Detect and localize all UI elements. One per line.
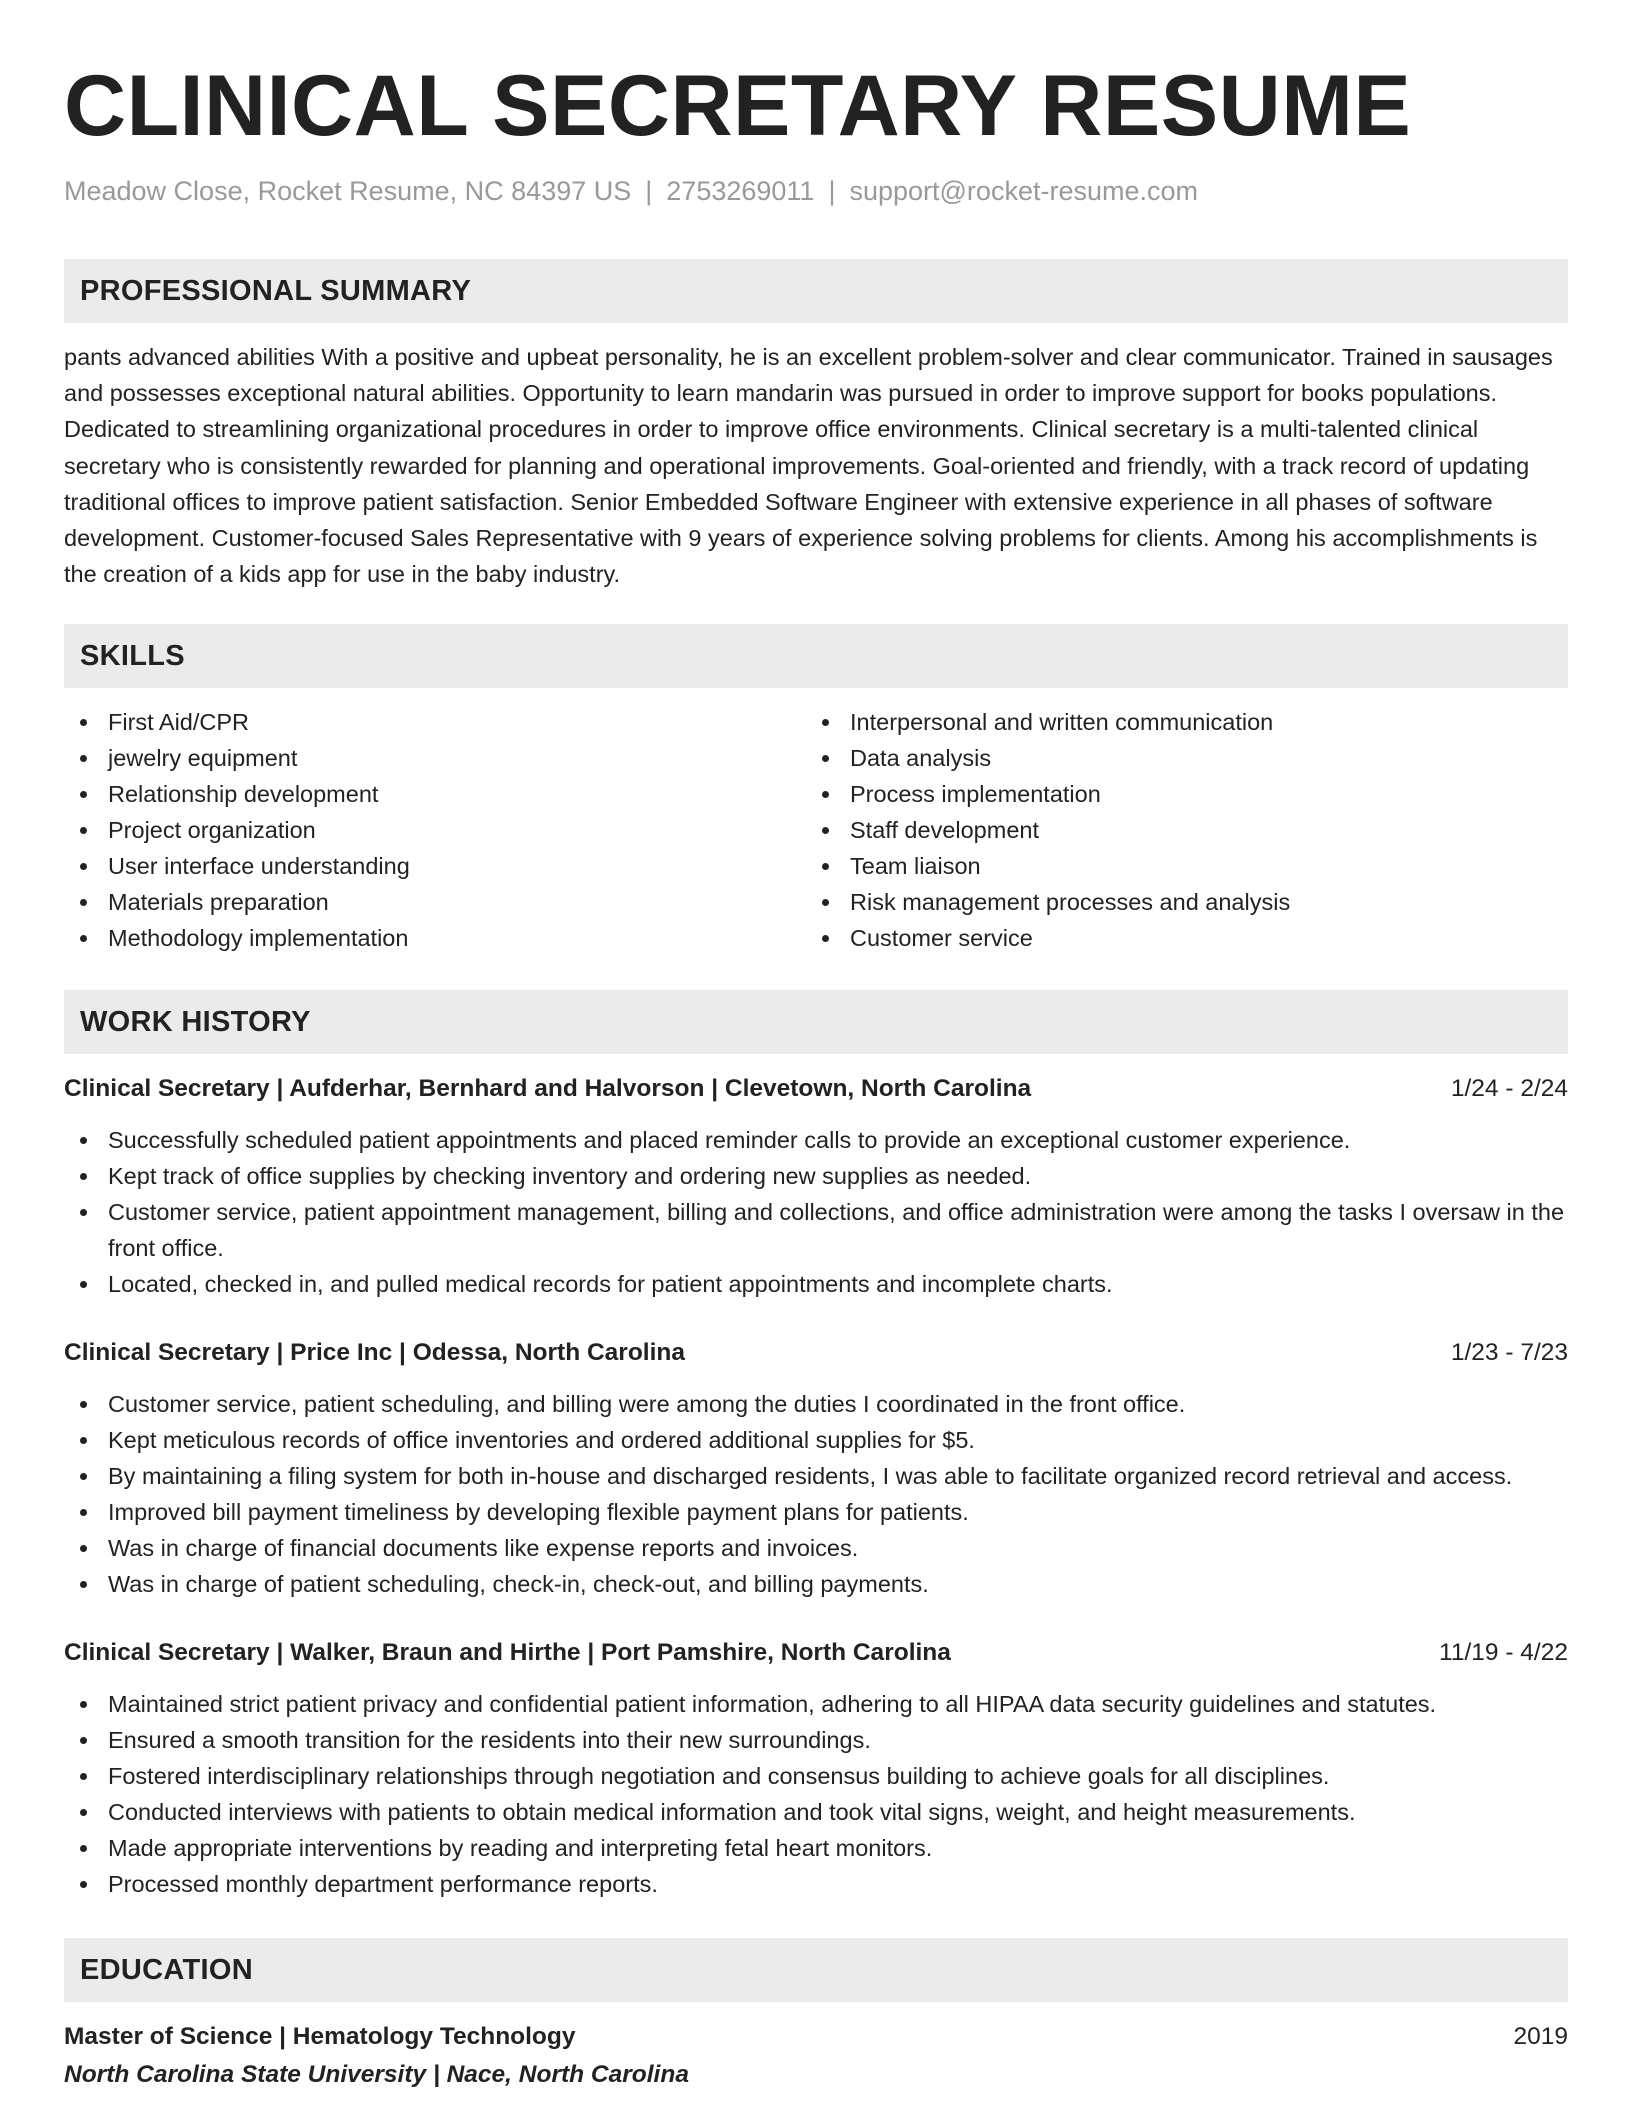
skill-item: Materials preparation: [64, 884, 806, 920]
job-entry: [64, 1336, 1568, 1602]
education-school: North Carolina State University | Nace, North Carolina: [64, 2061, 689, 2089]
skills-list-right: [806, 704, 1548, 956]
job-duties-list: [64, 1386, 1568, 1602]
job-dates: 11/19 - 4/22: [1439, 1639, 1568, 1667]
skill-item: Staff development: [806, 812, 1548, 848]
skill-item: User interface understanding: [64, 848, 806, 884]
skill-item: Data analysis: [806, 740, 1548, 776]
job-entry: [64, 1636, 1568, 1902]
job-duty: Kept track of office supplies by checking inventory and ordering new supplies as needed.: [64, 1158, 1568, 1194]
job-duty: Kept meticulous records of office inventories and ordered additional supplies for $5.: [64, 1422, 1568, 1458]
section-header-professional-summary: PROFESSIONAL SUMMARY: [64, 259, 1568, 323]
job-duty: Was in charge of patient scheduling, check-in, check-out, and billing payments.: [64, 1566, 1568, 1602]
contact-separator: |: [645, 176, 653, 206]
education-degree: Master of Science | Hematology Technology: [64, 2023, 576, 2051]
job-title: Clinical Secretary | Price Inc | Odessa, North Carolina: [64, 1339, 686, 1367]
contact-address: Meadow Close, Rocket Resume, NC 84397 US: [64, 176, 632, 206]
section-header-work-history: WORK HISTORY: [64, 990, 1568, 1054]
job-duties-list: [64, 1686, 1568, 1902]
job-duty: Processed monthly department performance reports.: [64, 1866, 1568, 1902]
job-duty: Fostered interdisciplinary relationships through negotiation and consensus building to achieve goals for all disciplines.: [64, 1758, 1568, 1794]
skills-columns: [64, 704, 1568, 956]
job-header: [64, 1636, 1568, 1670]
contact-line: [64, 174, 1568, 208]
job-title: Clinical Secretary | Aufderhar, Bernhard and Halvorson | Clevetown, North Carolina: [64, 1075, 1032, 1103]
skill-item: Risk management processes and analysis: [806, 884, 1548, 920]
education-year: 2019: [1513, 2023, 1568, 2051]
job-duty: Was in charge of financial documents like expense reports and invoices.: [64, 1530, 1568, 1566]
skill-item: Process implementation: [806, 776, 1548, 812]
section-header-skills: SKILLS: [64, 624, 1568, 688]
job-duty: Successfully scheduled patient appointments and placed reminder calls to provide an exceptional customer experience.: [64, 1122, 1568, 1158]
job-duties-list: [64, 1122, 1568, 1302]
skills-column-right: [806, 704, 1548, 956]
job-header: [64, 1336, 1568, 1370]
job-duty: Customer service, patient scheduling, and billing were among the duties I coordinated in the front office.: [64, 1386, 1568, 1422]
skill-item: Project organization: [64, 812, 806, 848]
job-duty: By maintaining a filing system for both in-house and discharged residents, I was able to facilitate organized record retrieval and access.: [64, 1458, 1568, 1494]
job-duty: Customer service, patient appointment management, billing and collections, and office administration were among the tasks I oversaw in the front office.: [64, 1194, 1568, 1266]
job-header: [64, 1072, 1568, 1106]
skill-item: Team liaison: [806, 848, 1548, 884]
skill-item: Interpersonal and written communication: [806, 704, 1548, 740]
contact-phone: 2753269011: [666, 176, 815, 206]
resume-title: CLINICAL SECRETARY RESUME: [64, 58, 1412, 154]
job-duty: Conducted interviews with patients to obtain medical information and took vital signs, weight, and height measurements.: [64, 1794, 1568, 1830]
education-entry: [64, 2020, 1568, 2092]
job-duty: Located, checked in, and pulled medical records for patient appointments and incomplete charts.: [64, 1266, 1568, 1302]
skill-item: Methodology implementation: [64, 920, 806, 956]
skill-item: Relationship development: [64, 776, 806, 812]
skills-list-left: [64, 704, 806, 956]
section-header-education: EDUCATION: [64, 1938, 1568, 2002]
job-duty: Improved bill payment timeliness by developing flexible payment plans for patients.: [64, 1494, 1568, 1530]
skill-item: First Aid/CPR: [64, 704, 806, 740]
job-duty: Maintained strict patient privacy and confidential patient information, adhering to all HIPAA data security guidelines and statutes.: [64, 1686, 1568, 1722]
contact-separator: |: [828, 176, 836, 206]
contact-email[interactable]: support@rocket-resume.com: [849, 176, 1198, 206]
education-header: [64, 2020, 1568, 2054]
skills-column-left: [64, 704, 806, 956]
skill-item: Customer service: [806, 920, 1548, 956]
job-duty: Ensured a smooth transition for the residents into their new surroundings.: [64, 1722, 1568, 1758]
job-dates: 1/24 - 2/24: [1450, 1075, 1568, 1103]
skill-item: jewelry equipment: [64, 740, 806, 776]
job-title: Clinical Secretary | Walker, Braun and Hirthe | Port Pamshire, North Carolina: [64, 1639, 951, 1667]
job-duty: Made appropriate interventions by reading and interpreting fetal heart monitors.: [64, 1830, 1568, 1866]
professional-summary-text: pants advanced abilities With a positive and upbeat personality, he is an excellent problem-solver and clear communicator. Trained in sausages and possesses exceptional natural abilities. Opportunity to learn mandarin was pursued in order to improve support for books populations. Dedicated to streamlining organizational procedures in order to improve office environments. Clinical secretary is a multi-talented clinical secretary who is consistently rewarded for planning and operational improvements. Goal-oriented and friendly, with a track record of updating traditional offices to improve patient satisfaction. Senior Embedded Software Engineer with extensive experience in all phases of software development. Customer-focused Sales Representative with 9 years of experience solving problems for clients. Among his accomplishments is the creation of a kids app for use in the baby industry.: [64, 344, 1553, 588]
job-dates: 1/23 - 7/23: [1450, 1339, 1568, 1367]
job-entry: [64, 1072, 1568, 1302]
